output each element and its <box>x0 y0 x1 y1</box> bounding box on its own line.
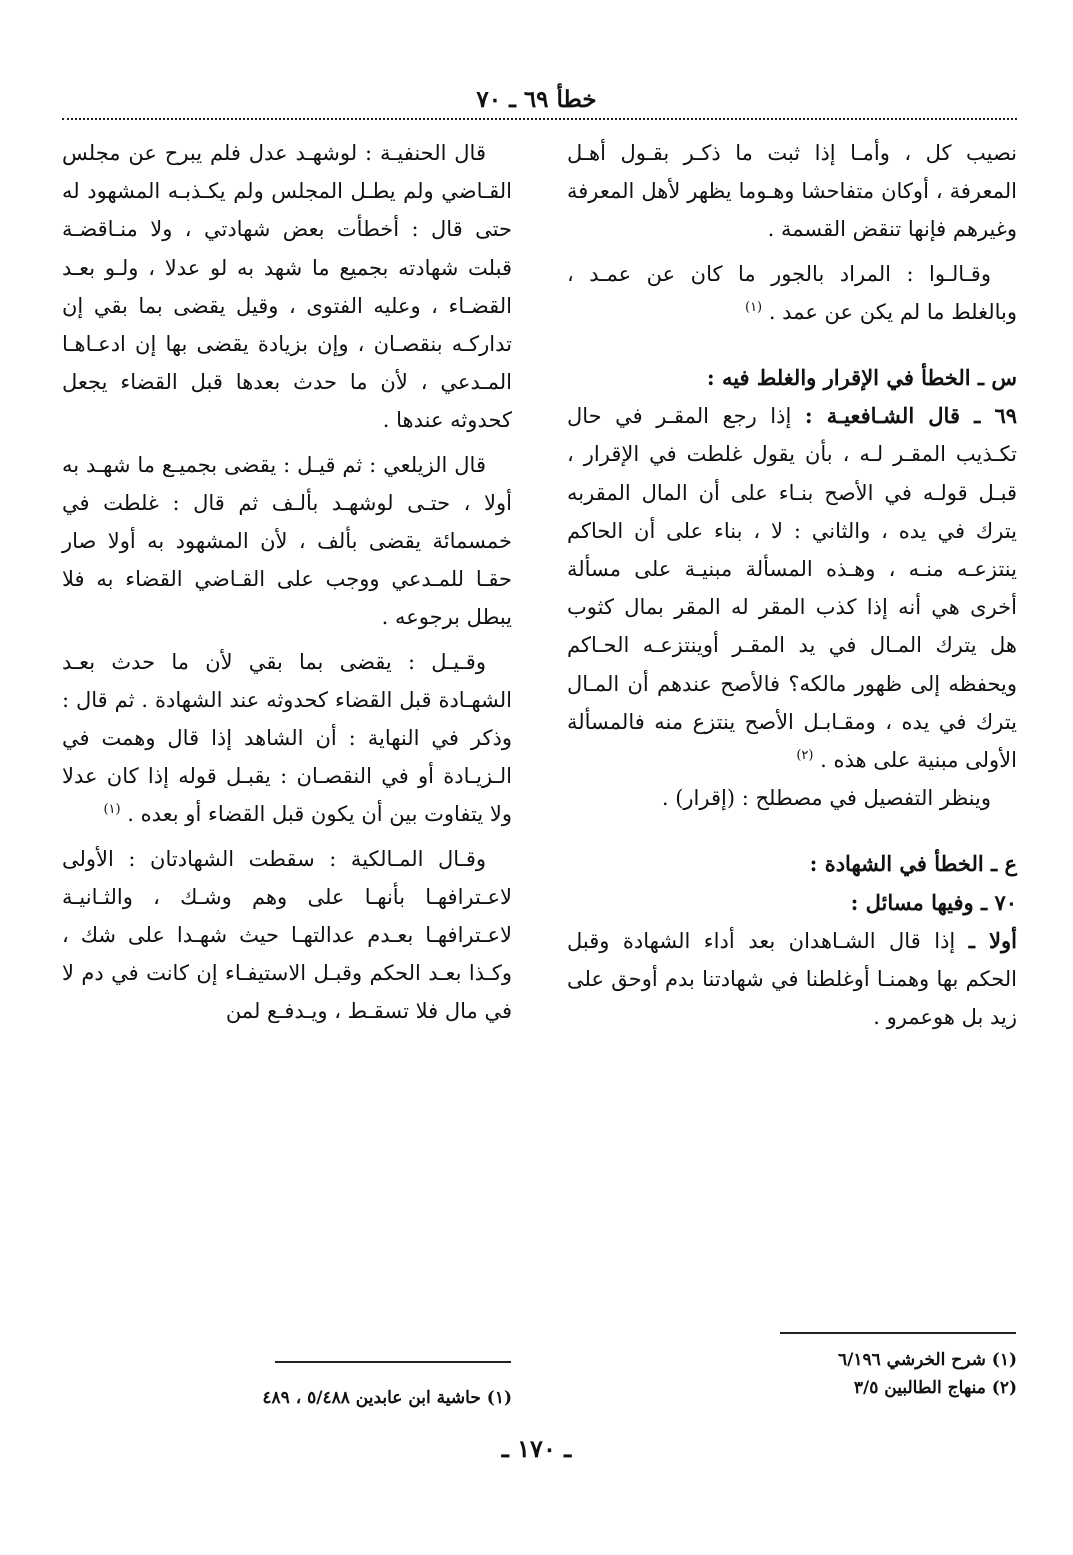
running-title: خطأ ٦٩ ـ ٧٠ <box>476 86 597 113</box>
footnotes-left <box>62 1384 512 1412</box>
left-paragraph-2: قال الزيلعي : ثم قيـل : يقضى بجميـع ما شهـد به أولا ، حتـى لوشهـد بألـف ثم قال : غلطت في خمسمائة يقضى بألف ، لأن المشهود به أولا صار حقـا للمـدعي ووجب على القـاضي القضاء به فلا يبطل برجوعه . <box>62 452 512 630</box>
right-paragraph-3-text: إذا رجع المقـر في حال تكـذيب المقـر لـه ، بأن يقول غلطت في الإقرار ، قبـل قولـه في الأصح بنـاء على أن المال المقربه يترك في يده ، والثاني : لا ، بناء على أن الحاكم ينتزعـه منـه ، وهـذه المسألة مبنيـة على مسألة أخرى هي أنه إذا كذب المقر له المقر بمال كثوب هل يترك المـال في يد المقـر أوينتزعـه الحـاكم ويحفظه إلى ظهور مالكه؟ فالأصح عندهم أن المـال يترك في يده ، ومقـابـل الأصح ينتزع منه فالمسألة الأولى مبنية على هذه . <box>567 404 1017 773</box>
right-paragraph-3 <box>567 397 1017 779</box>
section-heading-a: ع ـ الخطأ في الشهادة : <box>809 851 1017 877</box>
right-paragraph-1: نصيب كل ، وأمـا إذا ثبت ما ذكـر بقـول أهـل المعرفة ، أوكان متفاحشا وهـوما يظهر لأهل المعرفة وغيرهم فإنها تنقض القسمة . <box>567 141 1017 242</box>
header-dotted-rule <box>62 118 1017 120</box>
item-first-lead: أولا ـ <box>968 927 1017 953</box>
page-number: ـ ١٧٠ ـ <box>501 1434 572 1463</box>
right-column <box>567 134 1017 1036</box>
right-paragraph-2 <box>567 255 1017 331</box>
section-heading-s: س ـ الخطأ في الإقرار والغلط فيه : <box>706 365 1017 391</box>
footnote-ref: (١) <box>103 802 121 818</box>
footnote-right-1: (١) شرح الخرشي ٦/١٩٦ <box>838 1350 1017 1370</box>
right-paragraph-4: وينظر التفصيل في مصطلح : (إقرار) . <box>661 786 991 811</box>
footnote-rule-right <box>780 1332 1016 1334</box>
right-paragraph-5 <box>567 922 1017 1037</box>
left-column <box>62 134 512 1031</box>
right-paragraph-5-text: إذا قال الشـاهدان بعد أداء الشهادة وقبل الحكم بها وهمنـا أوغلطنا في شهادتنا بدم أوحق على زيد بل هوعمرو . <box>567 928 1017 1030</box>
left-paragraph-4: وقـال المـالكية : سقطت الشهادتان : الأولى لاعـترافهـا بأنهـا على وهم وشـك ، والثـانيـة لاعـترافهـا بعـدم عدالتهـا حيث شهـدا على شك ، وكـذا بعـد الحكم وقبـل الاستيفـاء إن كانت في دم لا في مال فلا تسقـط ، ويـدفـع لمن <box>62 846 512 1024</box>
footnote-ref: (١) <box>744 299 763 315</box>
footnote-right-2: (٢) منهاج الطالبين ٣/٥ <box>853 1378 1017 1398</box>
footnote-rule-left <box>275 1361 511 1363</box>
left-paragraph-3-text: وقـيـل : يقضى بما بقي لأن ما حدث بعـد الشهـادة قبل القضاء كحدوثه عند الشهادة . ثم قال : وذكر في النهاية : أن الشاهد إذا قال وهمت في الـزيـادة أو في النقصـان : يقبـل قوله إذا كان عدلا ولا يتفاوت بين أن يكون قبل القضاء أو بعده . <box>62 649 512 827</box>
left-paragraph-1: قال الحنفيـة : لوشهـد عدل فلم يبرح عن مجلس القـاضي ولم يطـل المجلس ولم يكـذبـه المشهود له حتى قال : أخطأت بعض شهادتي ، ولا منـاقضـة قبلت شهادته بجميع ما شهد به لو عدلا ، ولـو بعـد القضـاء ، وعليه الفتوى ، وقيل يقضى بما بقي إن تداركـه بنقصـان ، وإن بزيادة يقضى بها إن ادعـاهـا المـدعي ، لأن ما حدث بعدها قبل القضاء يجعل كحدوثه عندها . <box>62 141 512 433</box>
footnote-ref: (٢) <box>796 748 814 764</box>
footnote-left-1: (١) حاشية ابن عابدين ٥/٤٨٨ ، ٤٨٩ <box>262 1388 512 1408</box>
left-paragraph-3 <box>62 643 512 834</box>
item-70: ٧٠ ـ وفيها مسائل : <box>850 889 1017 915</box>
right-paragraph-2-text: وقـالـوا : المراد بالجور ما كان عن عمـد ، وبالغلط ما لم يكن عن عمد . <box>567 261 1017 324</box>
item-69-lead: ٦٩ ـ قال الشـافعيـة : <box>804 403 1018 429</box>
footnotes-right <box>567 1346 1017 1402</box>
